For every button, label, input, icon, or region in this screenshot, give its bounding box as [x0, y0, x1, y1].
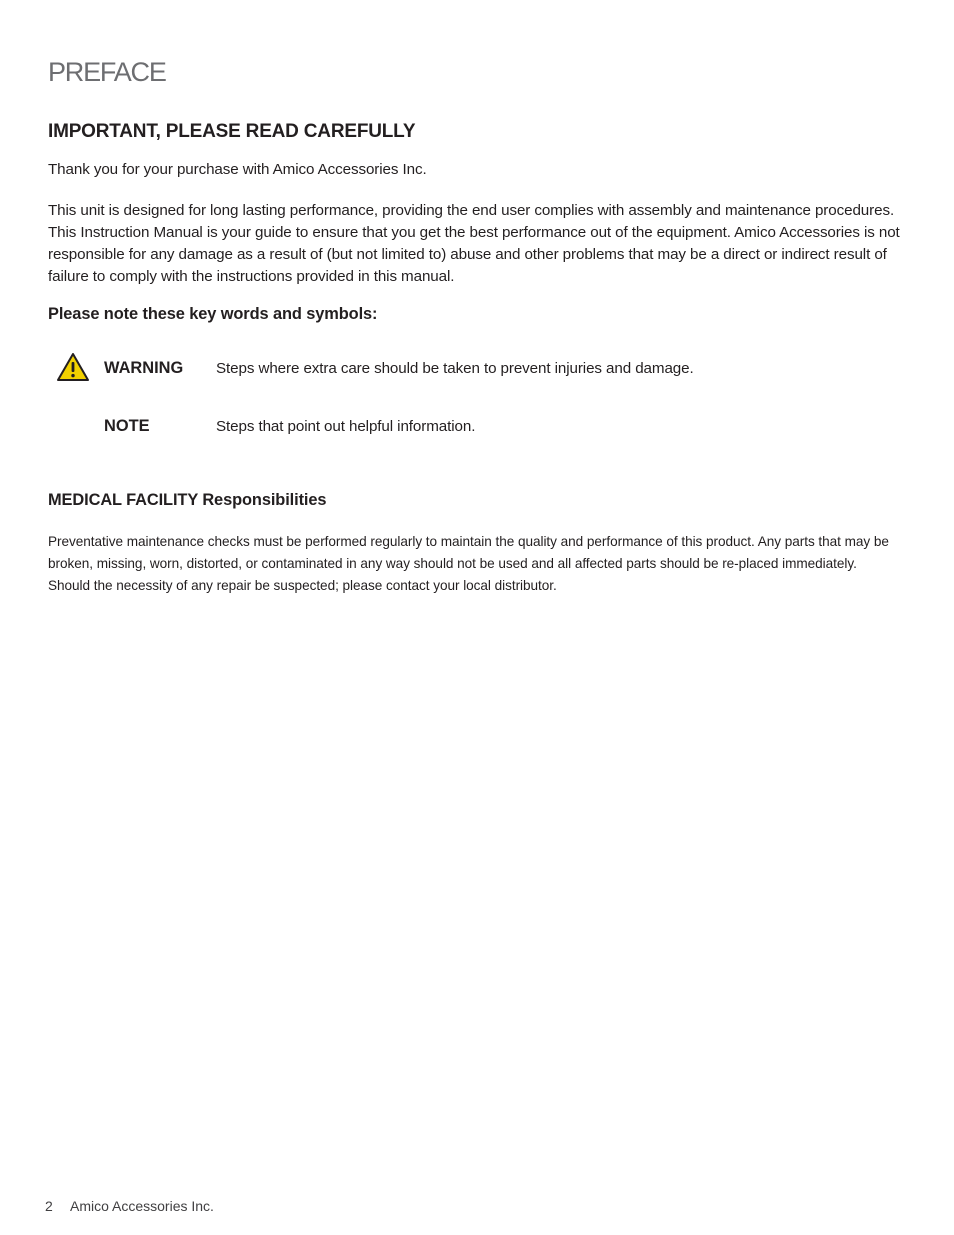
warning-triangle-icon [56, 352, 90, 382]
footer-company: Amico Accessories Inc. [70, 1198, 214, 1214]
note-description: Steps that point out helpful information. [216, 418, 476, 435]
warning-keyword: WARNING [104, 359, 184, 377]
note-keyword: NOTE [104, 417, 150, 435]
medical-heading: MEDICAL FACILITY Responsibilities [48, 491, 327, 509]
note-row [0, 410, 954, 440]
medical-paragraph: Preventative maintenance checks must be performed regularly to maintain the quality and performance of this product. Any parts that may be broken, missing, worn, distorted, or contaminated in any way should not be used and all affected parts should be re-placed immediately. Should the necessity of any repair be suspected; please contact your local distributor. [48, 534, 889, 593]
warning-row [0, 352, 954, 382]
page-number: 2 [45, 1198, 53, 1214]
page-footer [45, 1196, 214, 1216]
important-heading: IMPORTANT, PLEASE READ CAREFULLY [48, 121, 416, 142]
page-title: PREFACE [48, 57, 166, 87]
keywords-heading: Please note these key words and symbols: [48, 305, 378, 323]
intro-paragraph: This unit is designed for long lasting performance, providing the end user complies with assembly and maintenance procedures. This Instruction Manual is your guide to ensure that you get the best performance out of the equipment. Amico Accessories is not responsible for any damage as a result of (but not limited to) abuse and other problems that may be a direct or indirect result of failure to comply with the instructions provided in this manual. [48, 202, 900, 285]
warning-description: Steps where extra care should be taken to prevent injuries and damage. [216, 360, 694, 377]
thanks-paragraph: Thank you for your purchase with Amico Accessories Inc. [48, 161, 427, 178]
